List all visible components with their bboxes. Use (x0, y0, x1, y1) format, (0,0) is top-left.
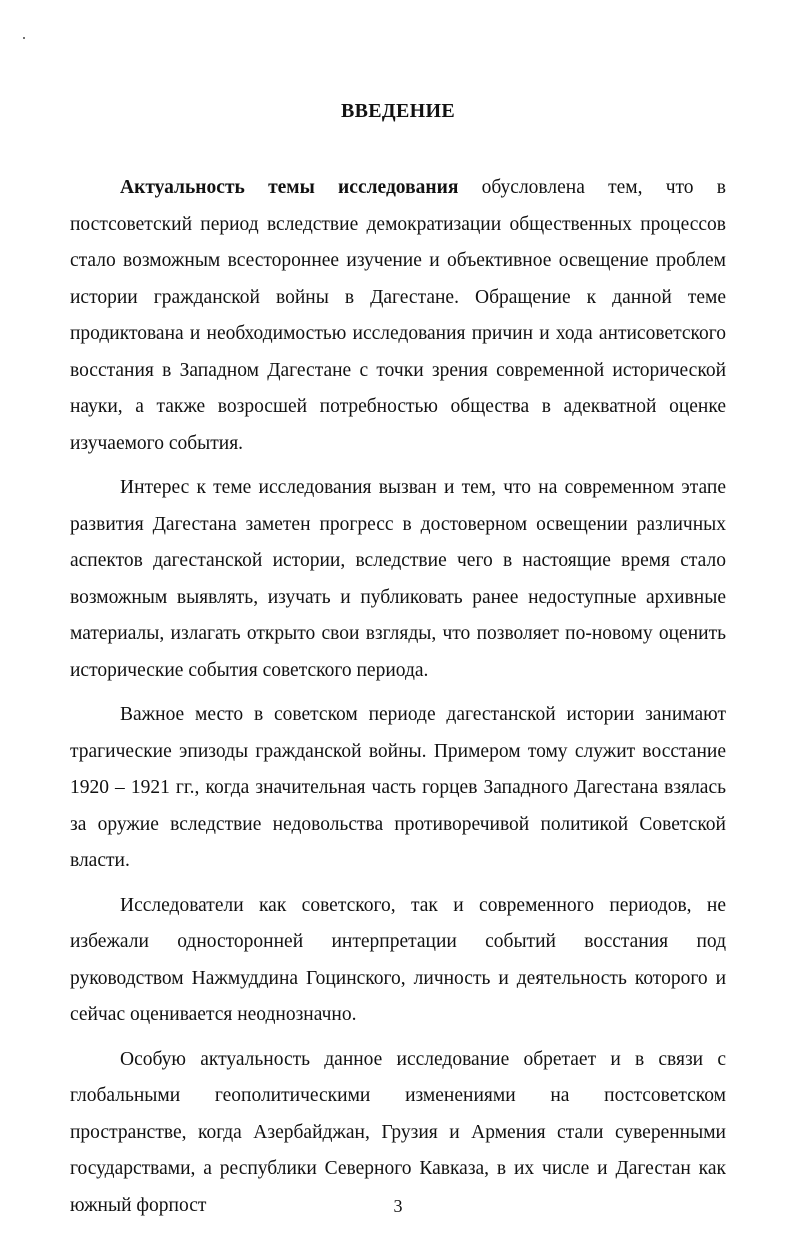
page-number: 3 (393, 1196, 403, 1216)
scan-speck (23, 37, 25, 39)
paragraph-lead: Актуальность темы исследования (120, 177, 459, 198)
paragraph-text: обусловлена тем, что в постсоветский период вследствие демократизации общественных процессов стало возможным всестороннее изучение и объективное освещение проблем истории гражданской войны в Дагестане. Обращение к данной теме продиктована и необходимостью исследования причин и хода антисоветского восстания в Западном Дагестане с точки зрения современной исторической науки, а также возросшей потребностью общества в адекватной оценке изучаемого события. (70, 177, 726, 454)
body-text (70, 170, 726, 1232)
page-title: ВВЕДЕНИЕ (341, 100, 455, 122)
paragraph-geopolitics: Особую актуальность данное исследование обретает и в связи с глобальными геополитическими изменениями на постсоветском пространстве, когда Азербайджан, Грузия и Армения стали суверенными государствами, а республики Северного Кавказа, в их числе и Дагестан как южный форпост (70, 1048, 726, 1216)
paragraph-relevance (70, 170, 726, 462)
paragraph-researchers: Исследователи как советского, так и современного периодов, не избежали односторонней интерпретации событий восстания под руководством Нажмуддина Гоцинского, личность и деятельность которого и сейчас оценивается неоднозначно. (70, 894, 726, 1025)
paragraph-interest: Интерес к теме исследования вызван и тем, что на современном этапе развития Дагестана заметен прогресс в достоверном освещении различных аспектов дагестанской истории, вследствие чего в настоящие время стало возможным выявлять, изучать и публиковать ранее недоступные архивные материалы, излагать открыто свои взгляды, что позволяет по-новому оценить исторические события советского периода. (70, 477, 726, 681)
paragraph-civil-war: Важное место в советском периоде дагестанской истории занимают трагические эпизоды гражданской войны. Примером тому служит восстание 1920 – 1921 гг., когда значительная часть горцев Западного Дагестана взялась за оружие вследствие недовольства противоречивой политикой Советской власти. (70, 704, 726, 871)
